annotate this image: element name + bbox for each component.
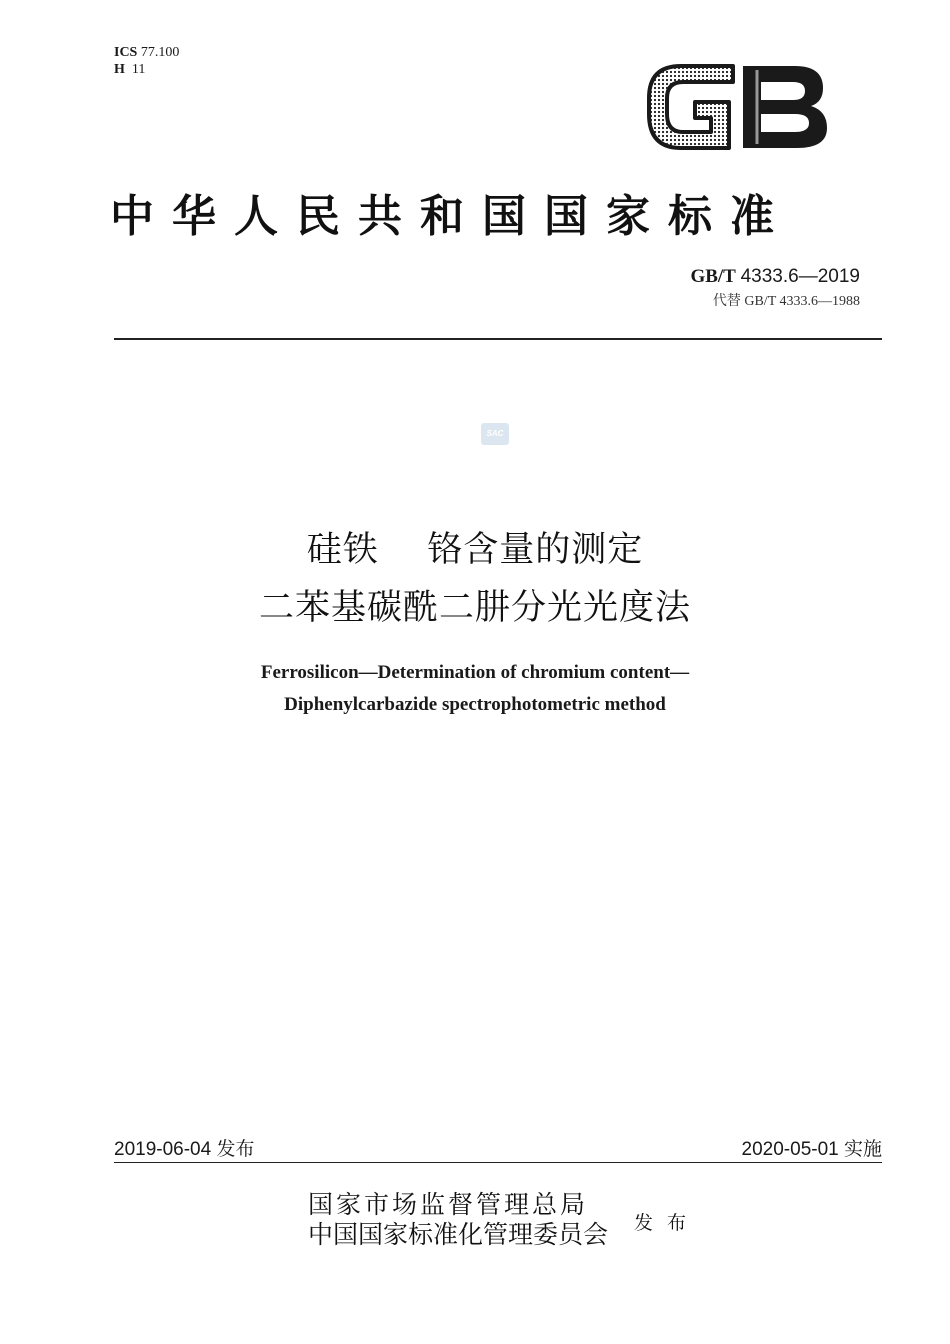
ccs-line: H 11 bbox=[114, 62, 146, 77]
issue-date: 2019-06-04 发布 bbox=[114, 1139, 255, 1160]
national-standard-title: 中华人民共和国国家标准 bbox=[110, 191, 792, 242]
english-title-line-1: Ferrosilicon—Determination of chromium content— bbox=[260, 662, 690, 683]
classification-codes bbox=[114, 44, 179, 78]
chinese-title-line-1: 硅铁 铬含量的测定 bbox=[306, 530, 644, 570]
sac-watermark-icon: SAC bbox=[481, 423, 509, 445]
bottom-divider bbox=[114, 1162, 882, 1163]
issuer-samr: 国家市场监督管理总局 bbox=[308, 1190, 589, 1219]
english-title-line-2: Diphenylcarbazide spectrophotometric method bbox=[284, 694, 666, 715]
standard-number-value: 4333.6—2019 bbox=[740, 266, 860, 287]
top-divider bbox=[114, 338, 882, 340]
chinese-title-line-2: 二苯基碳酰二肼分光光度法 bbox=[258, 588, 691, 628]
issuing-authorities bbox=[308, 1190, 608, 1250]
standard-prefix: GB/T bbox=[690, 266, 736, 287]
replaces-standard: 代替 GB/T 4333.6—1988 bbox=[712, 294, 860, 309]
ics-line: ICS 77.100 bbox=[114, 45, 180, 60]
gb-emblem-icon bbox=[645, 58, 831, 154]
issuer-sac: 中国国家标准化管理委员会 bbox=[308, 1220, 609, 1249]
standard-number bbox=[690, 266, 860, 288]
implementation-date: 2020-05-01 实施 bbox=[741, 1139, 882, 1160]
publish-label: 发布 bbox=[634, 1212, 701, 1234]
